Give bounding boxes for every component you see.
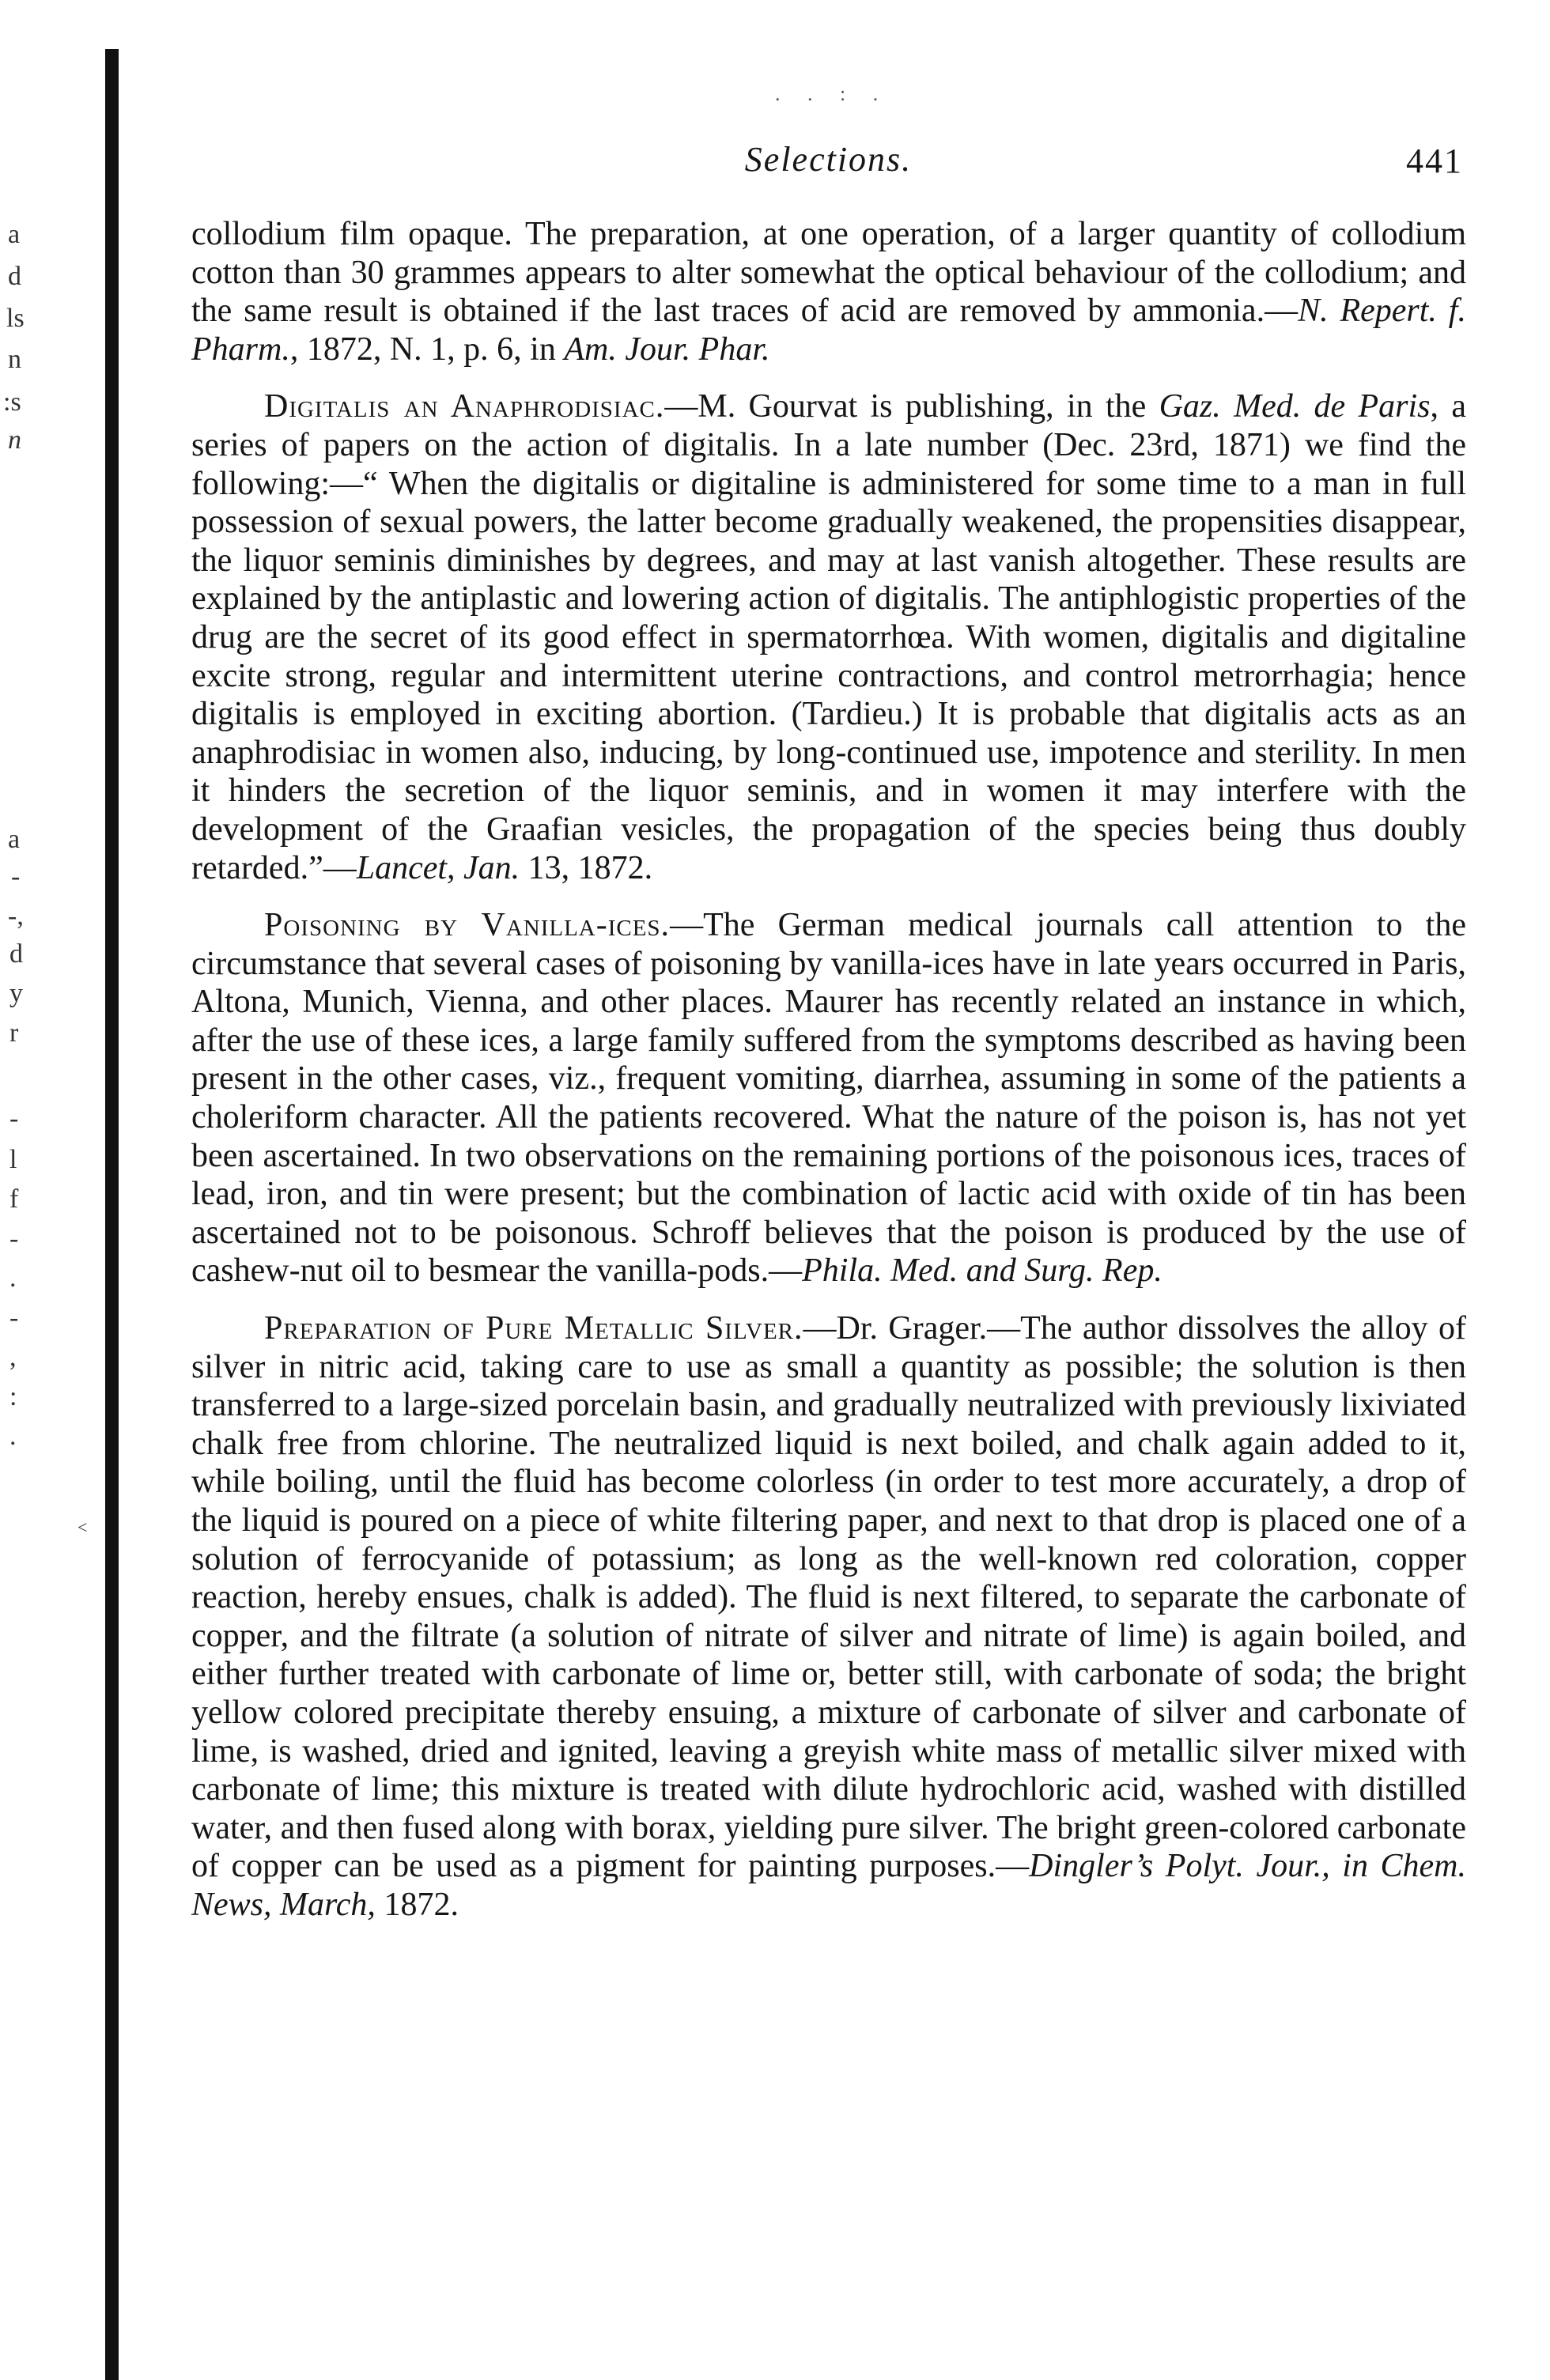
margin-glyph: n [8,425,21,455]
citation-details: 13, 1872. [520,849,653,886]
citation-details: , 1872, N. 1, p. 6, in [289,331,565,368]
margin-glyph: - [9,1303,19,1332]
paragraph-lead: —M. Gourvat is publishing, in the [664,388,1159,425]
section-title: Poisoning by Vanilla-ices. [264,907,671,944]
print-specks: . . : . [775,82,890,105]
citation-details: 1872. [375,1886,459,1923]
paragraph-text: —The German medical journals call attention to the circumstance that several cases of poisoning by vanilla-ices have in late years occurred in Paris, Altona, Munich, Vienna, and other places. Maurer has recently related an instance in which, after the use of these ices, a large family suffered from the symptoms described as having been present in the other cases, viz., frequent vomiting, diarrhea, assuming in some of the patients a choleriform character. All the patients recovered. What the nature of the poison is, has not yet been ascertained. In two observations on the remaining portions of the poisonous ices, traces of lead, iron, and tin were present; but the combination of lactic acid with oxide of tin has been ascertained not to be poisonous. Schroff believes that the poison is produced by the use of cashew-nut oil to besmear the vanilla-pods.— [191,907,1466,1290]
margin-glyph: , [9,1343,17,1372]
margin-glyph: a [8,825,21,854]
journal-citation: Am. Jour. Phar. [564,331,770,368]
continuation-paragraph [191,215,1466,368]
page-header [194,136,1463,191]
margin-glyph: :s [3,387,21,417]
margin-glyph: a [8,220,21,249]
margin-glyph: r [9,1018,19,1048]
margin-glyph: y [9,979,23,1008]
margin-glyph: - [11,862,21,891]
section-digitalis [191,387,1466,887]
paragraph-text: , a series of papers on the action of digitalis. In a late number (Dec. 23rd, 1871) we find the following:—“ When the digitalis or digitaline is administered for some time to a man in full possession of sexual powers, the latter become gradually weakened, the propensities disappear, the liquor seminis diminishes by degrees, and may at last vanish altogether. These results are explained by the antiplastic and lowering action of digitalis. The antiphlogistic properties of the drug are the secret of its good effect in spermatorrhœa. With women, digitalis and digitaline excite strong, regular and intermittent uterine contractions, and control metrorrhagia; hence digitalis is employed in exciting abortion. (Tardieu.) It is probable that digitalis acts as an anaphrodisiac in women also, inducing, by long-continued use, impotence and sterility. In men it hinders the secretion of the liquor seminis, and in women it may interfere with the development of the Graafian vesicles, the propagation of the species being thus doubly retarded.”— [191,388,1466,886]
margin-glyph: ls [6,304,25,333]
section-title: Digitalis an Anaphrodisiac. [264,388,665,425]
margin-glyph: . [9,1422,17,1451]
source-citation: N. Repert. f. Pharm. [191,293,1466,368]
margin-glyph: -, [8,901,24,931]
source-citation: Phila. Med. and Surg. Rep. [802,1252,1162,1290]
margin-glyph: . [9,1264,17,1293]
section-title: Preparation of Pure Metallic Silver. [264,1310,803,1347]
margin-glyph: < [78,1517,88,1537]
margin-glyph: l [9,1145,17,1174]
margin-glyph: f [9,1184,19,1214]
article-body [191,215,1466,1925]
margin-glyph: - [9,1104,19,1133]
margin-glyph: n [8,345,21,374]
margin-glyph: : [9,1382,17,1411]
page-number: 441 [1406,142,1463,180]
margin-glyph: - [9,1224,19,1253]
section-vanilla-ices [191,906,1466,1290]
paragraph-text: collodium film opaque. The preparation, at one operation, of a larger quantity of collodium cotton than 30 grammes appears to alter somewhat the optical behaviour of the collodium; and the same result is obtained if the last traces of acid are removed by ammonia.— [191,216,1466,330]
adjacent-page-fragment [0,0,95,2380]
paragraph-text: —Dr. Grager.—The author dissolves the alloy of silver in nitric acid, taking care to use as small a quantity as possible; the solution is then transferred to a large-sized porcelain basin, and gradually neutralized with previously lixiviated chalk free from chlorine. The neutralized liquid is next boiled, and chalk again added to it, while boiling, until the fluid has become colorless (in order to test more accurately, a drop of the liquid is poured on a piece of white filtering paper, and next to that drop is placed one of a solution of ferrocyanide of potassium; as long as the well-known red coloration, copper reaction, hereby ensues, chalk is added). The fluid is next filtered, to separate the carbonate of copper, and the filtrate (a solution of nitrate of silver and nitrate of lime) is again boiled, and either further treated with carbonate of lime or, better still, with carbonate of soda; the bright yellow colored precipitate thereby ensuing, a mixture of carbonate of silver and carbonate of lime, is washed, dried and ignited, leaving a greyish white mass of metallic silver mixed with carbonate of lime; this mixture is treated with dilute hydrochloric acid, washed with distilled water, and then fused along with borax, yielding pure silver. The bright green-colored carbonate of copper can be used as a pigment for painting purposes.— [191,1310,1467,1885]
margin-glyph: d [8,262,21,291]
source-citation: Lancet, Jan. [356,849,520,886]
journal-citation: Gaz. Med. de Paris [1159,388,1431,425]
source-citation: Dingler’s Polyt. Jour., in Chem. News, March, [191,1848,1466,1923]
margin-glyph: d [9,939,23,969]
section-metallic-silver [191,1309,1466,1925]
running-head: Selections. [744,140,913,179]
binding-edge-shadow [105,49,119,2380]
